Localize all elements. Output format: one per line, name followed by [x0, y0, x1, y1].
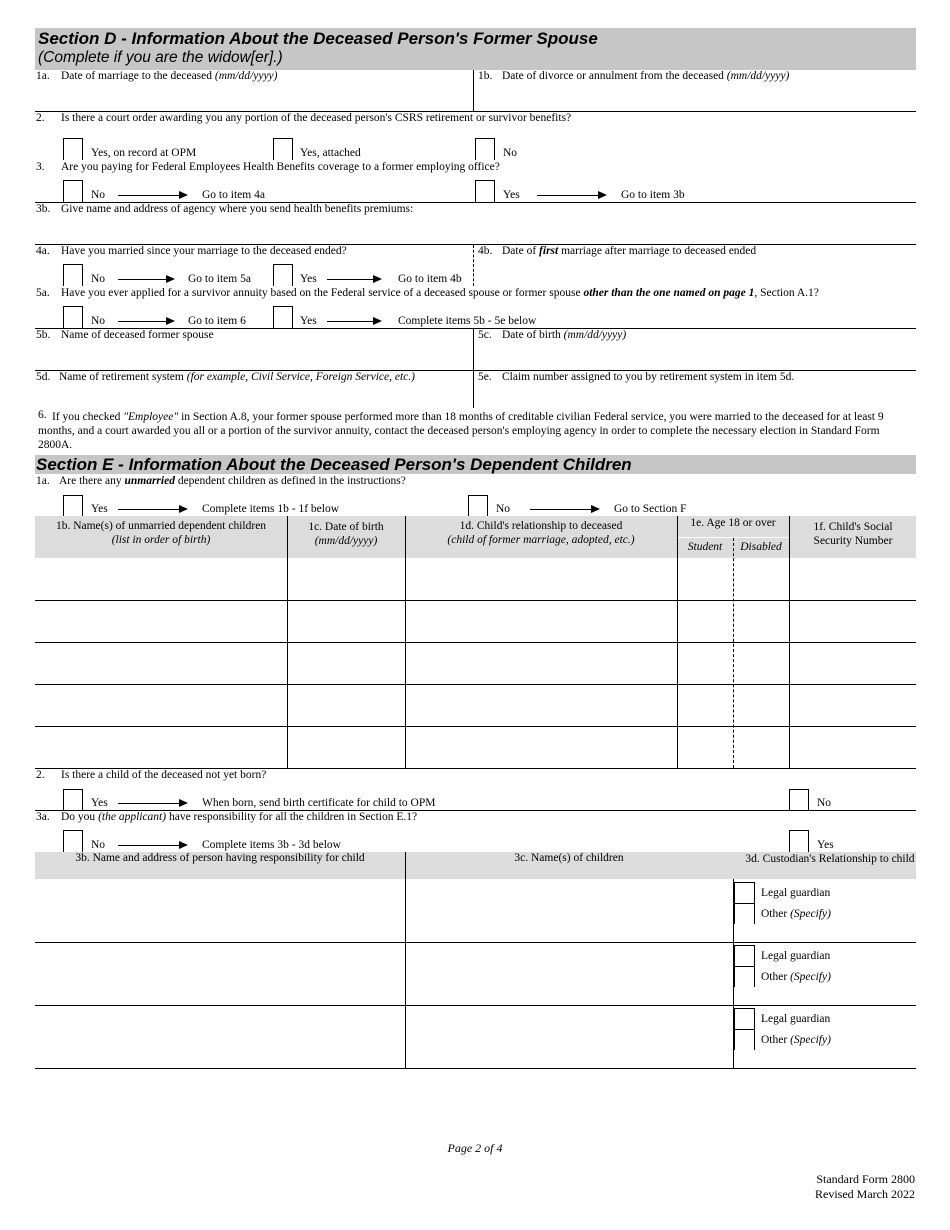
other-checkbox[interactable]	[734, 966, 755, 987]
e-3a-label: Do you (the applicant) have responsibility for all the children in Section E.1?	[61, 811, 418, 823]
d-5b-input[interactable]	[35, 343, 472, 369]
d-2-no-checkbox[interactable]	[475, 138, 495, 160]
d-5a-yes: Yes	[300, 315, 317, 327]
e-1a-no-goto: Go to Section F	[614, 503, 687, 515]
d-4b-input[interactable]	[476, 259, 914, 285]
e-3a-yes-checkbox[interactable]	[789, 830, 809, 852]
d-1a-label: Date of marriage to the deceased (mm/dd/yyyy)	[61, 70, 278, 82]
page-number: Page 2 of 4	[447, 1141, 503, 1155]
e-1a-no-checkbox[interactable]	[468, 495, 488, 517]
legal-guardian-checkbox[interactable]	[734, 882, 755, 903]
d-4a-yes: Yes	[300, 273, 317, 285]
d-5a-yes-checkbox[interactable]	[273, 306, 293, 328]
d-5d-input[interactable]	[35, 385, 472, 407]
d-4b-num: 4b.	[478, 245, 493, 257]
e-1a-num: 1a.	[36, 475, 50, 487]
d-4a-yes-goto: Go to item 4b	[398, 273, 462, 285]
d-3-yes: Yes	[503, 189, 520, 201]
d-2-yes-opm-checkbox[interactable]	[63, 138, 83, 160]
legal-guardian-checkbox[interactable]	[734, 1008, 755, 1029]
arrow-icon	[530, 509, 598, 510]
e-2-label: Is there a child of the deceased not yet born?	[61, 769, 267, 781]
d-5a-label: Have you ever applied for a survivor annuity based on the Federal service of a deceased spouse or former spouse other than the one named on page 1, Section A.1?	[61, 287, 819, 299]
d-5c-input[interactable]	[476, 343, 914, 369]
section-d-title: Section D - Information About the Deceased Person's Former Spouse	[38, 29, 598, 48]
section-d-header	[35, 28, 916, 70]
d-3-yes-goto: Go to item 3b	[621, 189, 685, 201]
d-4b-label: Date of first marriage after marriage to deceased ended	[502, 245, 757, 257]
e-3a-yes: Yes	[817, 839, 834, 851]
e-3a-num: 3a.	[36, 811, 50, 823]
d-2-opt2: Yes, attached	[300, 147, 361, 159]
e-2-no-checkbox[interactable]	[789, 789, 809, 811]
e-2-no: No	[817, 797, 832, 809]
section-d-subtitle: (Complete if you are the widow[er].)	[38, 49, 283, 66]
d-5e-label: Claim number assigned to you by retirement system in item 5d.	[502, 371, 795, 383]
legal-guardian-label: Legal guardian	[761, 1013, 831, 1025]
d-5a-num: 5a.	[36, 287, 50, 299]
arrow-icon	[118, 279, 173, 280]
d-5e-input[interactable]	[476, 385, 914, 407]
d-4a-yes-checkbox[interactable]	[273, 264, 293, 286]
other-checkbox[interactable]	[734, 903, 755, 924]
form-revision: Revised March 2022	[815, 1187, 915, 1201]
e-1a-yes-checkbox[interactable]	[63, 495, 83, 517]
e-1a-yes-goto: Complete items 1b - 1f below	[202, 503, 340, 515]
d-4a-num: 4a.	[36, 245, 50, 257]
col-3c-header: 3c. Name(s) of children	[514, 852, 624, 864]
d-1a-num: 1a.	[36, 70, 50, 82]
legal-guardian-label: Legal guardian	[761, 950, 831, 962]
d-5b-num: 5b.	[36, 329, 51, 341]
d-3-no: No	[91, 189, 106, 201]
col-1e-header: 1e. Age 18 or over	[690, 517, 776, 529]
d-4a-no: No	[91, 273, 106, 285]
d-5a-no-checkbox[interactable]	[63, 306, 83, 328]
col-1f-header: 1f. Child's Social Security Number	[813, 521, 893, 547]
divider	[473, 245, 474, 286]
d-3b-num: 3b.	[36, 203, 51, 215]
d-5c-num: 5c.	[478, 329, 492, 341]
arrow-icon	[537, 195, 605, 196]
d-2-num: 2.	[36, 112, 45, 124]
divider	[473, 328, 474, 408]
d-4a-no-goto: Go to item 5a	[188, 273, 251, 285]
section-e-header	[35, 455, 916, 474]
d-1b-num: 1b.	[478, 70, 493, 82]
d-2-opt3: No	[503, 147, 518, 159]
col-3d-header: 3d. Custodian's Relationship to child	[745, 853, 915, 865]
d-3-no-goto: Go to item 4a	[202, 189, 265, 201]
d-5a-no: No	[91, 315, 106, 327]
d-3-yes-checkbox[interactable]	[475, 180, 495, 202]
d-2-yes-attached-checkbox[interactable]	[273, 138, 293, 160]
divider	[473, 70, 474, 111]
e-2-yes: Yes	[91, 797, 108, 809]
arrow-icon	[118, 321, 173, 322]
d-3b-label: Give name and address of agency where you send health benefits premiums:	[61, 203, 414, 215]
e-3a-no-checkbox[interactable]	[63, 830, 83, 852]
d-5a-no-goto: Go to item 6	[188, 315, 246, 327]
d-3-label: Are you paying for Federal Employees Health Benefits coverage to a former employing office?	[61, 161, 500, 173]
arrow-icon	[327, 321, 380, 322]
col-1d-header: 1d. Child's relationship to deceased (child of former marriage, adopted, etc.)	[447, 520, 635, 546]
arrow-icon	[118, 803, 186, 804]
e-1a-yes: Yes	[91, 503, 108, 515]
d-5a-yes-goto: Complete items 5b - 5e below	[398, 315, 537, 327]
d-1b-input[interactable]	[476, 84, 914, 110]
other-label: Other (Specify)	[761, 971, 831, 983]
d-6-num: 6.	[38, 409, 47, 421]
d-3b-input[interactable]	[35, 217, 915, 243]
e-3a-no: No	[91, 839, 106, 851]
col-1e-student: Student	[687, 541, 723, 553]
d-4a-label: Have you married since your marriage to the deceased ended?	[61, 245, 347, 257]
arrow-icon	[118, 509, 186, 510]
e-2-yes-goto: When born, send birth certificate for child to OPM	[202, 797, 436, 809]
d-4a-no-checkbox[interactable]	[63, 264, 83, 286]
other-label: Other (Specify)	[761, 908, 831, 920]
e-1a-label: Are there any unmarried dependent children as defined in the instructions?	[59, 475, 406, 487]
legal-guardian-label: Legal guardian	[761, 887, 831, 899]
col-1e-disabled: Disabled	[740, 541, 782, 553]
form-number: Standard Form 2800	[816, 1172, 915, 1186]
col-1b-header: 1b. Name(s) of unmarried dependent children (list in order of birth)	[55, 520, 267, 546]
d-2-label: Is there a court order awarding you any portion of the deceased person's CSRS retirement or survivor benefits?	[61, 112, 572, 124]
arrow-icon	[327, 279, 380, 280]
arrow-icon	[118, 195, 186, 196]
d-5b-label: Name of deceased former spouse	[61, 329, 214, 341]
d-3-no-checkbox[interactable]	[63, 180, 83, 202]
table-row	[35, 1068, 916, 1069]
d-5d-num: 5d.	[36, 371, 51, 383]
legal-guardian-checkbox[interactable]	[734, 945, 755, 966]
d-1b-label: Date of divorce or annulment from the deceased (mm/dd/yyyy)	[502, 70, 790, 82]
custody-table-body[interactable]	[35, 879, 732, 1068]
d-5e-num: 5e.	[478, 371, 492, 383]
col-3b-header: 3b. Name and address of person having responsibility for child	[75, 852, 365, 864]
other-label: Other (Specify)	[761, 1034, 831, 1046]
d-6-text: If you checked "Employee" in Section A.8, your former spouse performed more than 18 months of creditable civilian Federal service, you were married to the deceased for at least 9 months, and a court awarded you all or a portion of the survivor annuity, contact the deceased person's employing agency in order to complete the necessary election in Standard Form 2800A.	[38, 411, 884, 451]
arrow-icon	[118, 845, 186, 846]
e-3a-no-goto: Complete items 3b - 3d below	[202, 839, 341, 851]
d-5c-label: Date of birth (mm/dd/yyyy)	[502, 329, 627, 341]
d-1a-input[interactable]	[35, 84, 472, 110]
e-2-yes-checkbox[interactable]	[63, 789, 83, 811]
section-e-title: Section E - Information About the Deceased Person's Dependent Children	[36, 455, 632, 474]
children-table-body[interactable]	[35, 558, 916, 768]
e-1a-no: No	[496, 503, 511, 515]
d-5d-label: Name of retirement system (for example, Civil Service, Foreign Service, etc.)	[59, 371, 415, 383]
d-3-num: 3.	[36, 161, 45, 173]
d-2-opt1: Yes, on record at OPM	[91, 147, 197, 159]
e-2-num: 2.	[36, 769, 45, 781]
col-1c-header: 1c. Date of birth (mm/dd/yyyy)	[308, 521, 384, 547]
other-checkbox[interactable]	[734, 1029, 755, 1050]
